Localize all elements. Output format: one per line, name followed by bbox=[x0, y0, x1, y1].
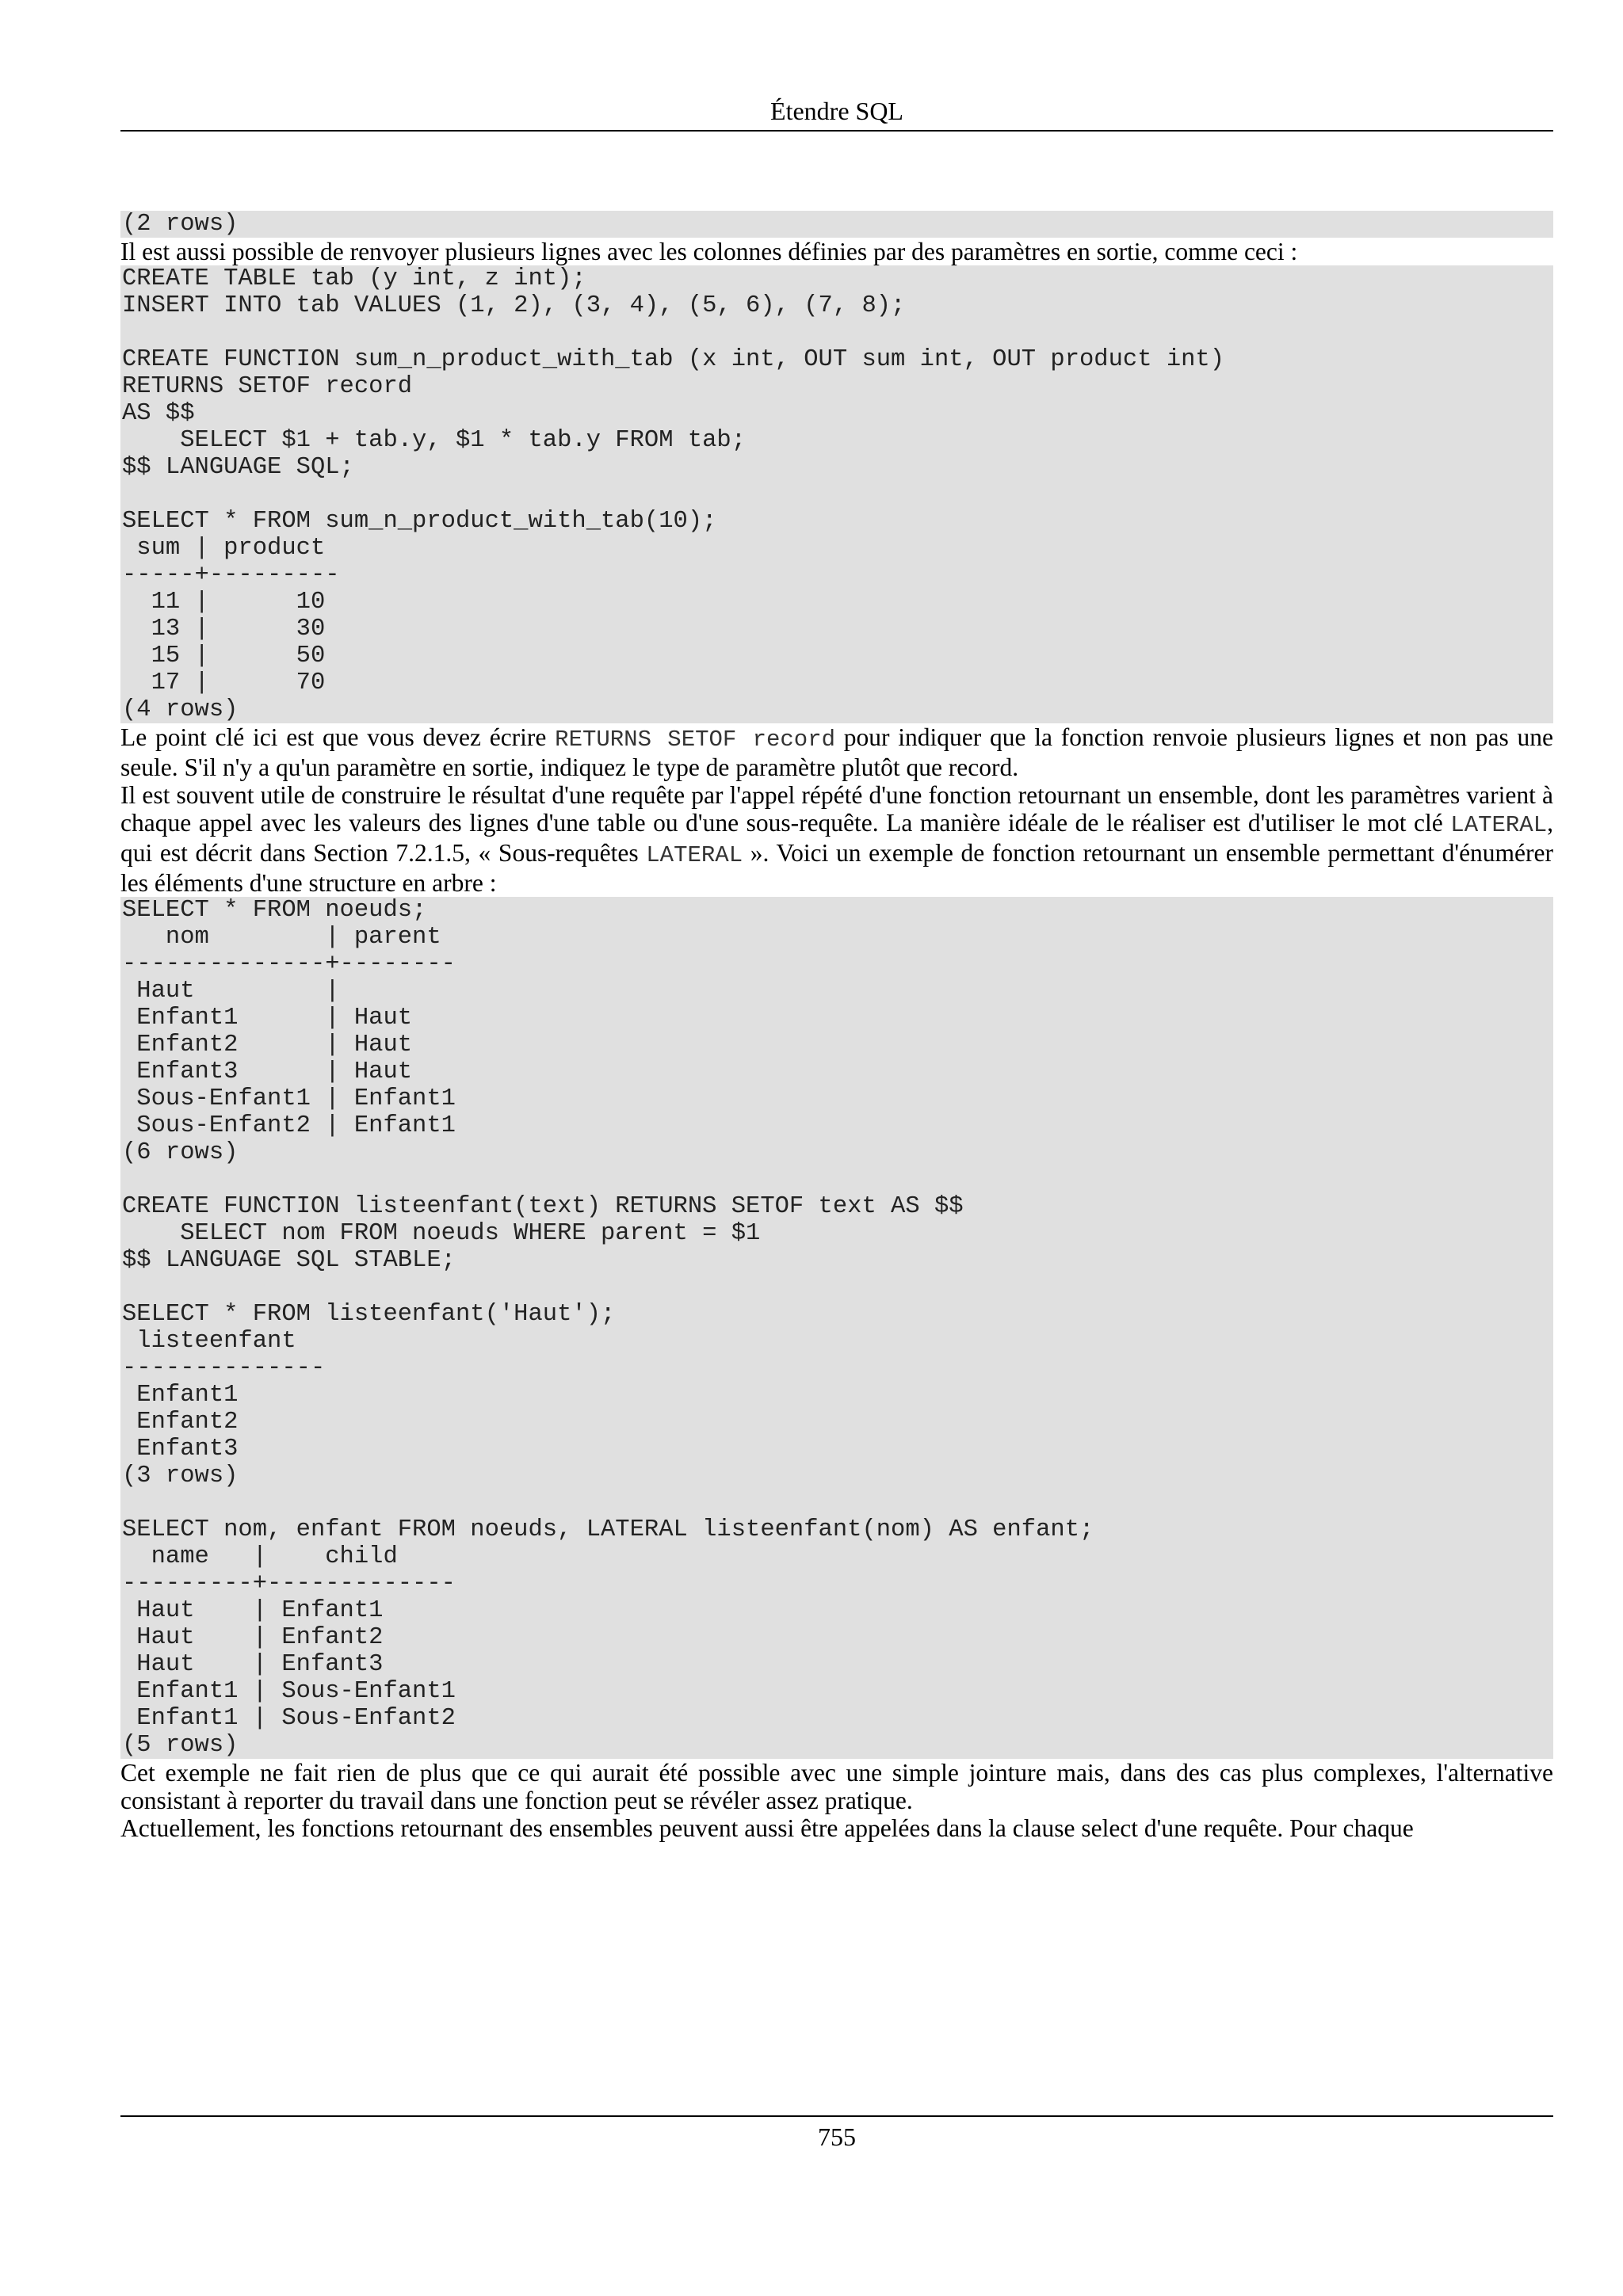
paragraph-text: Le point clé ici est que vous devez écrire bbox=[120, 723, 556, 751]
paragraph-returns-setof bbox=[120, 723, 1553, 781]
inline-code: LATERAL bbox=[646, 842, 743, 868]
page-header bbox=[120, 92, 1553, 132]
page-footer bbox=[120, 2115, 1553, 2157]
code-block-rows-result: (2 rows) bbox=[120, 211, 1553, 238]
code-block-tree-example: SELECT * FROM noeuds; nom | parent --------------+-------- Haut | Enfant1 | Haut Enfant2 | Haut Enfant3 | Haut Sous-Enfant1 | Enfant1 Sous-Enfant2 | Enfant1 (6 rows) CREATE FUNCTION listeenfant(text) RETURNS SETOF text AS $$ SELECT nom FROM noeuds WHERE parent = $1 $$ LANGUAGE SQL STABLE; SELECT * FROM listeenfant('Haut'); listeenfant -------------- Enfant1 Enfant2 Enfant3 (3 rows) SELECT nom, enfant FROM noeuds, LATERAL listeenfant(nom) AS enfant; name | child ---------+------------- Haut | Enfant1 Haut | Enfant2 Haut | Enfant3 Enfant1 | Sous-Enfant1 Enfant1 | Sous-Enfant2 (5 rows) bbox=[120, 897, 1553, 1759]
inline-code: RETURNS SETOF record bbox=[555, 727, 836, 753]
page-content bbox=[120, 211, 1553, 1842]
section-link-text[interactable]: , qui est décrit dans Section 7.2.1.5, « Sous-requêtes bbox=[120, 809, 1553, 867]
paragraph-text: Il est souvent utile de construire le résultat d'une requête par l'appel répété d'une fonction retournant un ensemble, dont les paramètres varient à chaque appel avec les valeurs des lignes d'une table ou d'une sous-requête. La manière idéale de le réaliser est d'utiliser le mot clé bbox=[120, 781, 1553, 837]
page-number: 755 bbox=[818, 2122, 856, 2151]
paragraph-join-note: Cet exemple ne fait rien de plus que ce qui aurait été possible avec une simple jointure mais, dans des cas plus complexes, l'alternative consistant à reporter du travail dans une fonction peut se révéler assez pratique. bbox=[120, 1759, 1553, 1814]
code-block-sum-product: CREATE TABLE tab (y int, z int); INSERT INTO tab VALUES (1, 2), (3, 4), (5, 6), (7, 8); CREATE FUNCTION sum_n_product_with_tab (x int, OUT sum int, OUT product int) RETURNS SETOF record AS $$ SELECT $1 + tab.y, $1 * tab.y FROM tab; $$ LANGUAGE SQL; SELECT * FROM sum_n_product_with_tab(10); sum | product -----+--------- 11 | 10 13 | 30 15 | 50 17 | 70 (4 rows) bbox=[120, 265, 1553, 723]
paragraph-text: ». Voici un exemple de fonction retournant un ensemble permettant d'énumérer les éléments d'une structure en arbre : bbox=[120, 839, 1553, 897]
paragraph-select-clause: Actuellement, les fonctions retournant des ensembles peuvent aussi être appelées dans la clause select d'une requête. Pour chaque bbox=[120, 1814, 1414, 1842]
paragraph-text: pour indiquer que la fonction renvoie plusieurs lignes et non pas une seule. S'il n'y a qu'un paramètre en sortie, indiquez le type de paramètre plutôt que record. bbox=[120, 723, 1553, 781]
header-title: Étendre SQL bbox=[770, 97, 903, 125]
paragraph-out-params-intro: Il est aussi possible de renvoyer plusieurs lignes avec les colonnes définies par des paramètres en sortie, comme ceci : bbox=[120, 238, 1298, 265]
inline-code: LATERAL bbox=[1450, 812, 1548, 838]
paragraph-lateral bbox=[120, 781, 1553, 897]
